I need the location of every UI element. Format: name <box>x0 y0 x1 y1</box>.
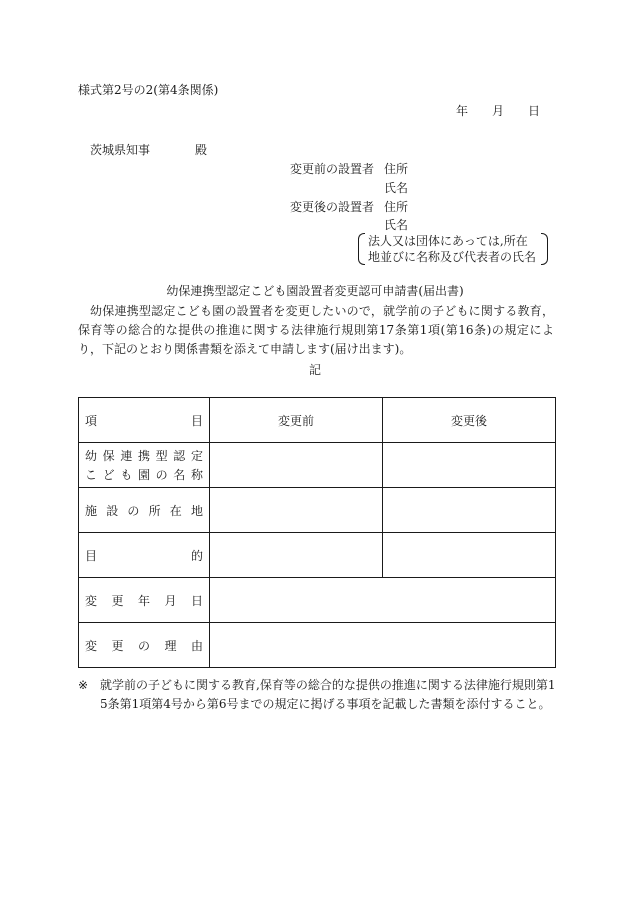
purpose-after-field[interactable] <box>383 533 556 578</box>
after-founder-label: 変更後の設置者 <box>290 200 375 214</box>
item-header-cell <box>79 398 210 443</box>
before-header-cell: 変更前 <box>210 398 383 443</box>
item-header-label: 項 目 <box>85 413 203 428</box>
before-name-label: 氏名 <box>384 181 409 195</box>
addressee-name: 茨城県知事 <box>90 143 151 157</box>
purpose-before-field[interactable] <box>210 533 383 578</box>
corporation-note-line-2: 地並びに名称及び代表者の氏名 <box>368 250 537 264</box>
corporation-note <box>358 231 548 267</box>
reason-label: 変 更 の 理 由 <box>85 638 203 653</box>
location-label-cell <box>79 488 210 533</box>
date-month-label: 月 <box>492 104 505 118</box>
facility-name-before-field[interactable] <box>210 443 383 488</box>
date-day-label: 日 <box>528 104 541 118</box>
footnote-line-1: 就学前の子どもに関する教育,保育等の総合的な提供の推進に関する法律施行規則第1 <box>100 678 556 692</box>
footnote-mark: ※ <box>78 678 89 692</box>
after-name-label: 氏名 <box>384 218 409 232</box>
facility-name-label-cell <box>79 443 210 488</box>
reason-field[interactable] <box>210 623 556 668</box>
before-founder-label: 変更前の設置者 <box>290 162 375 176</box>
left-bracket <box>358 233 365 265</box>
change-date-label-cell <box>79 578 210 623</box>
body-paragraph: 幼保連携型認定こども園の設置者を変更したいので，就学前の子どもに関する教育，保育等の総合的な提供の推進に関する法律施行規則第17条第1項(第16条)の規定により，下記のとおり関係書類を添えて申請します(届け出ます)。 <box>78 304 554 356</box>
corporation-note-line-1: 法人又は団体にあっては,所在 <box>368 234 528 248</box>
facility-name-label-line-1: 幼 保 連 携 型 認 定 <box>85 449 203 463</box>
details-table <box>78 397 556 668</box>
footnote-line-2: 5条第1項第4号から第6号までの規定に掲げる事項を記載した書類を添付すること。 <box>100 697 551 711</box>
location-before-field[interactable] <box>210 488 383 533</box>
facility-name-after-field[interactable] <box>383 443 556 488</box>
date-line <box>456 103 540 119</box>
facility-name-label <box>85 447 203 483</box>
purpose-label-cell <box>79 533 210 578</box>
change-date-label: 変 更 年 月 日 <box>85 593 203 608</box>
right-bracket <box>541 233 548 265</box>
document-title: 幼保連携型認定こども園設置者変更認可申請書(届出書) <box>166 284 464 298</box>
table-row-reason <box>79 623 556 668</box>
before-address-label: 住所 <box>384 162 409 176</box>
table-header-row <box>79 398 556 443</box>
location-label: 施 設 の 所 在 地 <box>85 503 203 518</box>
facility-name-label-line-2: こ ど も 園 の 名 称 <box>85 468 203 482</box>
form-number: 様式第2号の2(第4条関係) <box>78 83 219 97</box>
table-row-location <box>79 488 556 533</box>
reason-label-cell <box>79 623 210 668</box>
purpose-label: 目 的 <box>85 548 203 563</box>
change-date-field[interactable] <box>210 578 556 623</box>
after-header-cell: 変更後 <box>383 398 556 443</box>
location-after-field[interactable] <box>383 488 556 533</box>
ki-label: 記 <box>308 363 321 377</box>
table-row-purpose <box>79 533 556 578</box>
table-row-change-date <box>79 578 556 623</box>
date-year-label: 年 <box>456 104 469 118</box>
after-address-label: 住所 <box>384 200 409 214</box>
table-row-facility-name <box>79 443 556 488</box>
addressee-honorific: 殿 <box>195 143 208 157</box>
